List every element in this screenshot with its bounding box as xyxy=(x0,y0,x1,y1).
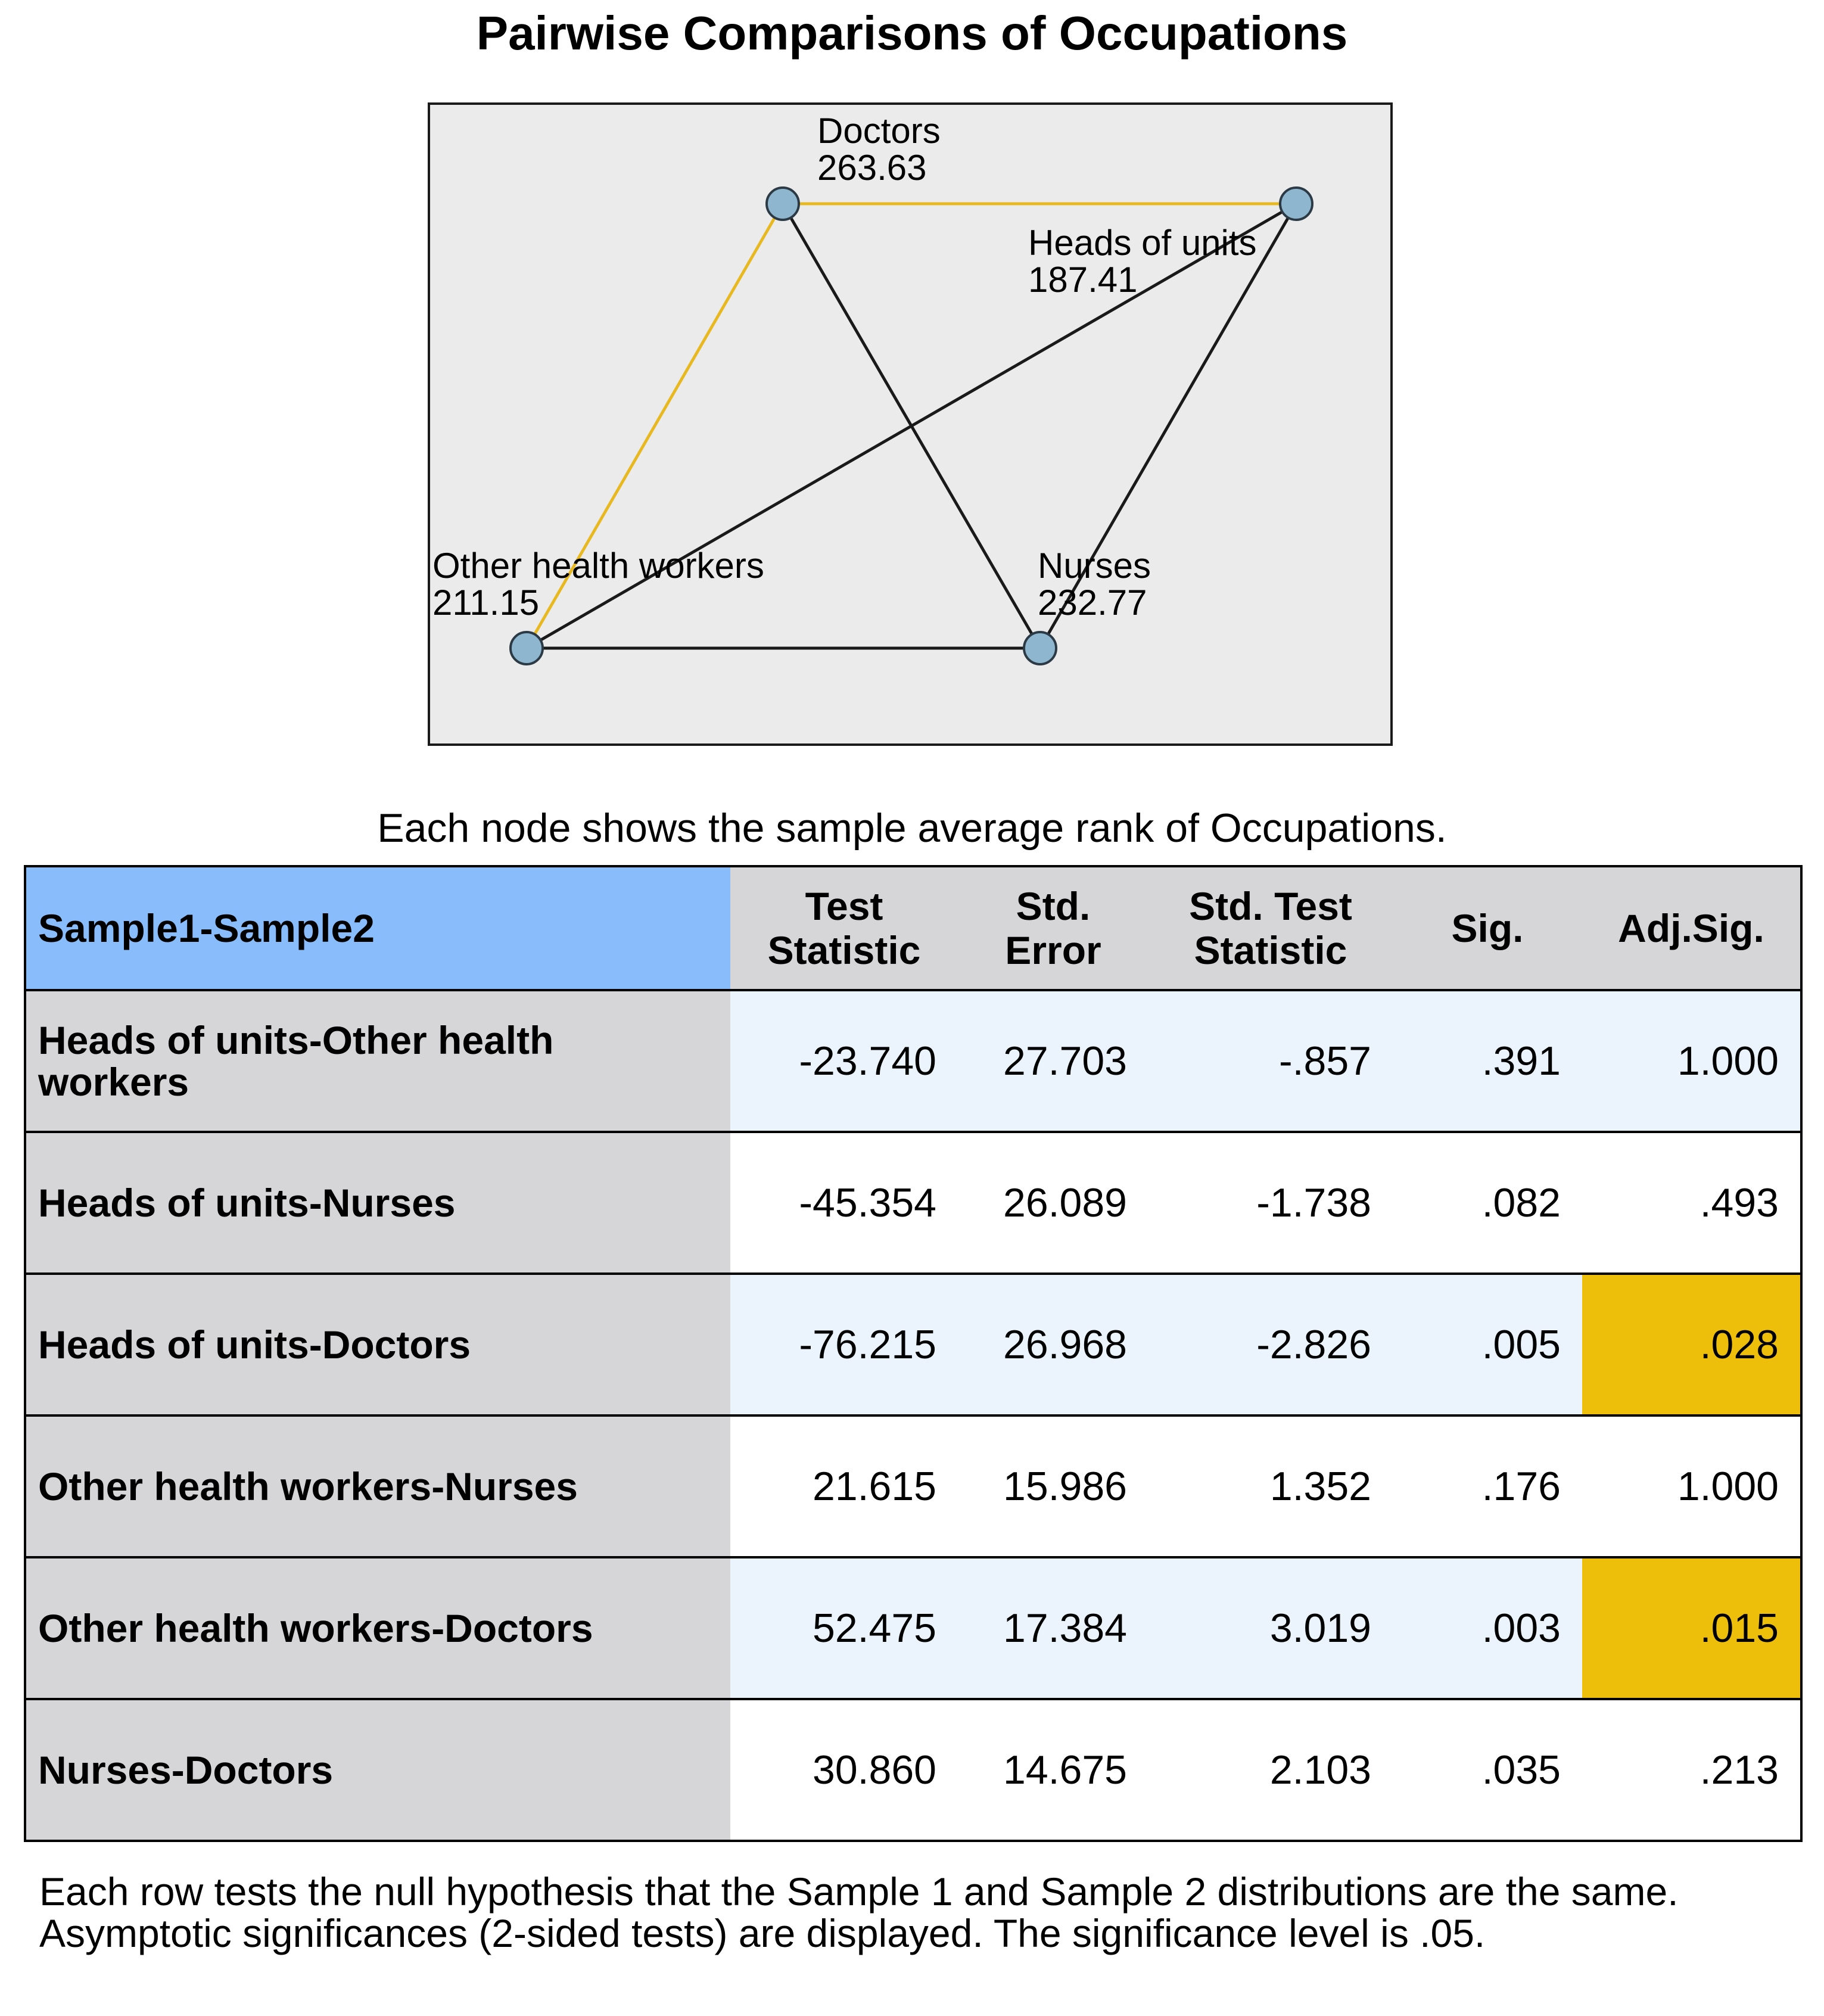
column-header-pair: Sample1-Sample2 xyxy=(25,866,730,990)
test-statistic-cell: -45.354 xyxy=(730,1132,958,1274)
std-error-cell: 26.089 xyxy=(958,1132,1148,1274)
table-row xyxy=(25,1557,1801,1699)
pair-label-cell: Nurses-Doctors xyxy=(25,1699,730,1841)
std-error-cell: 27.703 xyxy=(958,990,1148,1132)
footnote-null-hypothesis: Each row tests the null hypothesis that the Sample 1 and Sample 2 distributions are the same. xyxy=(39,1869,1679,1914)
adj-sig-cell: .213 xyxy=(1582,1699,1801,1841)
table-row xyxy=(25,990,1801,1132)
footnote-significance: Asymptotic significances (2-sided tests) are displayed. The significance level is .05. xyxy=(39,1911,1486,1955)
test-statistic-cell: -23.740 xyxy=(730,990,958,1132)
pair-label-cell: Other health workers-Doctors xyxy=(25,1557,730,1699)
footnotes xyxy=(39,1871,1779,1954)
node-label-other: Other health workers xyxy=(432,546,764,586)
sig-cell: .005 xyxy=(1393,1274,1582,1415)
column-header-std-test-statistic: Std. Test Statistic xyxy=(1148,866,1393,990)
node-nurses xyxy=(1024,632,1056,664)
adj-sig-cell: 1.000 xyxy=(1582,1415,1801,1557)
chart-title: Pairwise Comparisons of Occupations xyxy=(476,7,1348,60)
sig-cell: .035 xyxy=(1393,1699,1582,1841)
table-row xyxy=(25,1415,1801,1557)
node-rank-doctors: 263.63 xyxy=(817,148,927,188)
std-error-cell: 15.986 xyxy=(958,1415,1148,1557)
column-header-test-statistic: Test Statistic xyxy=(730,866,958,990)
table-row xyxy=(25,1132,1801,1274)
node-doctors xyxy=(767,188,799,220)
std-test-statistic-cell: 2.103 xyxy=(1148,1699,1393,1841)
sig-cell: .176 xyxy=(1393,1415,1582,1557)
table-row xyxy=(25,1274,1801,1415)
std-test-statistic-cell: -2.826 xyxy=(1148,1274,1393,1415)
sig-cell: .082 xyxy=(1393,1132,1582,1274)
node-label-heads: Heads of units xyxy=(1028,223,1257,263)
table-row xyxy=(25,1699,1801,1841)
node-rank-nurses: 232.77 xyxy=(1038,583,1147,623)
node-heads xyxy=(1280,188,1312,220)
std-test-statistic-cell: 1.352 xyxy=(1148,1415,1393,1557)
node-other xyxy=(511,632,543,664)
node-label-nurses: Nurses xyxy=(1038,546,1151,586)
std-test-statistic-cell: -.857 xyxy=(1148,990,1393,1132)
test-statistic-cell: -76.215 xyxy=(730,1274,958,1415)
column-header-adj-sig: Adj.Sig. xyxy=(1582,866,1801,990)
node-label-doctors: Doctors xyxy=(817,111,941,151)
std-error-cell: 14.675 xyxy=(958,1699,1148,1841)
pair-label-cell: Heads of units-Other health workers xyxy=(25,990,730,1132)
sig-cell: .003 xyxy=(1393,1557,1582,1699)
std-error-cell: 26.968 xyxy=(958,1274,1148,1415)
pairwise-comparisons-table xyxy=(24,865,1803,1842)
pair-label-cell: Heads of units-Nurses xyxy=(25,1132,730,1274)
test-statistic-cell: 52.475 xyxy=(730,1557,958,1699)
node-rank-other: 211.15 xyxy=(432,583,540,623)
adj-sig-cell: .015 xyxy=(1582,1557,1801,1699)
pairwise-network-graph xyxy=(0,0,1824,774)
test-statistic-cell: 21.615 xyxy=(730,1415,958,1557)
std-test-statistic-cell: -1.738 xyxy=(1148,1132,1393,1274)
sig-cell: .391 xyxy=(1393,990,1582,1132)
std-error-cell: 17.384 xyxy=(958,1557,1148,1699)
column-header-std-error: Std. Error xyxy=(958,866,1148,990)
table-header-row xyxy=(25,866,1801,990)
column-header-sig: Sig. xyxy=(1393,866,1582,990)
adj-sig-cell: 1.000 xyxy=(1582,990,1801,1132)
test-statistic-cell: 30.860 xyxy=(730,1699,958,1841)
adj-sig-cell: .493 xyxy=(1582,1132,1801,1274)
pair-label-cell: Other health workers-Nurses xyxy=(25,1415,730,1557)
node-rank-heads: 187.41 xyxy=(1028,260,1138,300)
comparisons-table-container xyxy=(24,865,1800,1842)
pair-label-cell: Heads of units-Doctors xyxy=(25,1274,730,1415)
graph-caption: Each node shows the sample average rank of Occupations. xyxy=(377,805,1447,851)
std-test-statistic-cell: 3.019 xyxy=(1148,1557,1393,1699)
adj-sig-cell: .028 xyxy=(1582,1274,1801,1415)
